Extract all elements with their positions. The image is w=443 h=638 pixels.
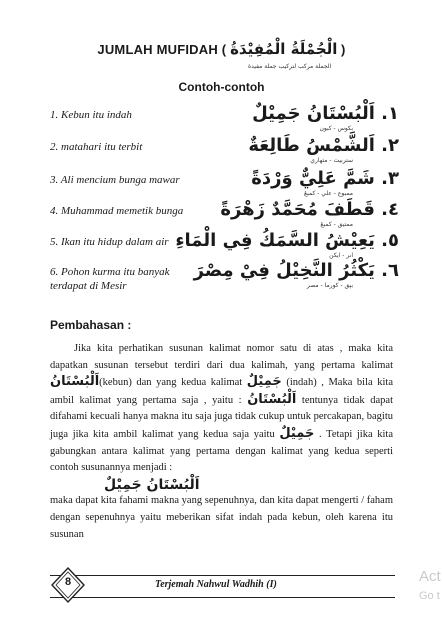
section-subtitle: Contoh-contoh <box>178 80 265 94</box>
example-latin: 3. Ali mencium bunga mawar <box>50 174 180 186</box>
example-gloss: ستربيت - متهاري <box>310 157 353 164</box>
arabic-term: جَمِيْلٌ <box>279 425 315 441</box>
example-latin: 2. matahari itu terbit <box>50 141 143 153</box>
example-gloss: اىر - ايكن <box>329 252 353 259</box>
text-run: . Tetapi jika kita gabungkan antara kalimat yang pertama dengan kalimat yang kedua seperti contoh susunannya menjadi : <box>50 428 393 474</box>
example-arabic: ٤. قَطَفَ مُحَمَّدٌ زَهْرَةً <box>220 199 399 220</box>
footer-rule-bottom <box>50 597 395 598</box>
example-gloss: ممتيق - كمبڠ <box>320 221 353 228</box>
example-latin: 5. Ikan itu hidup dalam air <box>50 236 169 248</box>
page-number-badge <box>50 566 86 604</box>
example-latin: 6. Pohon kurma itu banyak terdapat di Mesir <box>50 266 170 292</box>
footer-book-title: Terjemah Nahwul Wadhih (I) <box>155 579 277 590</box>
discussion-body <box>50 341 393 543</box>
example-arabic: ٢. اَلشَّمْسُ طَالِعَةٌ <box>248 135 399 156</box>
page-number: 8 <box>64 576 72 588</box>
example-arabic: ٥. يَعِيْشُ السَّمَكُ فِي الْمَاءِ <box>175 230 399 251</box>
title-annotation: الجملة مركب لتركيب جملة مفيدة <box>248 63 332 70</box>
activation-watermark-line1: Act <box>419 568 441 585</box>
footer-rule-top <box>50 575 395 576</box>
example-arabic: ١. اَلْبُسْتَانُ جَمِيْلٌ <box>252 103 399 124</box>
arabic-term: جَمِيْلٌ <box>246 374 282 390</box>
title-arabic: الْجُمْلَةُ الْمُفِيْدَةُ <box>230 40 338 58</box>
activation-watermark-line2: Go t <box>419 590 440 602</box>
discussion-heading: Pembahasan : <box>50 318 132 332</box>
title-latin: JUMLAH MUFIDAH ( <box>97 42 231 57</box>
text-run: (kebun) dan yang kedua kalimat <box>99 377 247 389</box>
text-run: (indah) , Maka bila kita ambil kalimat yang pertama saja , yaitu : <box>50 377 393 406</box>
discussion-paragraph <box>50 341 393 543</box>
title-close: ) <box>337 42 346 57</box>
arabic-term: اَلْبُسْتَانُ <box>247 391 297 407</box>
example-arabic: ٣. شَمَّ عَلِيٌّ وَرْدَةً <box>251 168 399 189</box>
page-title <box>0 40 443 58</box>
arabic-sentence: اَلْبُسْتَانُ جَمِيْلٌ <box>104 476 200 493</box>
example-latin: 4. Muhammad memetik bunga <box>50 205 184 217</box>
example-latin: 1. Kebun itu indah <box>50 109 132 121</box>
text-run: Jika kita perhatikan susunan kalimat nomor satu di atas , maka kita dapatkan susunan tersebut terdiri dari dua kalimah, yang pertama kalimat <box>50 343 393 371</box>
arabic-term: اَلْبُسْتَانُ <box>50 374 100 390</box>
text-run: tentunya tidak dapat difahami kecuali hanya makna itu saja juga tidak cukup untuk percakapan, bagitu juga jika kita ambil kalimat yang kedua saja yaitu <box>50 394 393 440</box>
text-run: maka dapat kita fahami makna yang sepenuhnya, dan kita dapat mengerti / faham dengan sepenuhnya yaitu meberikan sifat indah pada kebun, oleh karena itu susunan <box>50 495 393 540</box>
example-gloss: بپق - كورما - مصر <box>306 282 353 289</box>
example-arabic: ٦. يَكْثُرُ النَّخِيْلُ فِيْ مِصْرَ <box>193 260 399 281</box>
example-row <box>0 260 443 305</box>
example-gloss: بكوس - كبون <box>319 125 353 132</box>
example-gloss: ممبوع - علي - كمبڠ <box>303 190 353 197</box>
